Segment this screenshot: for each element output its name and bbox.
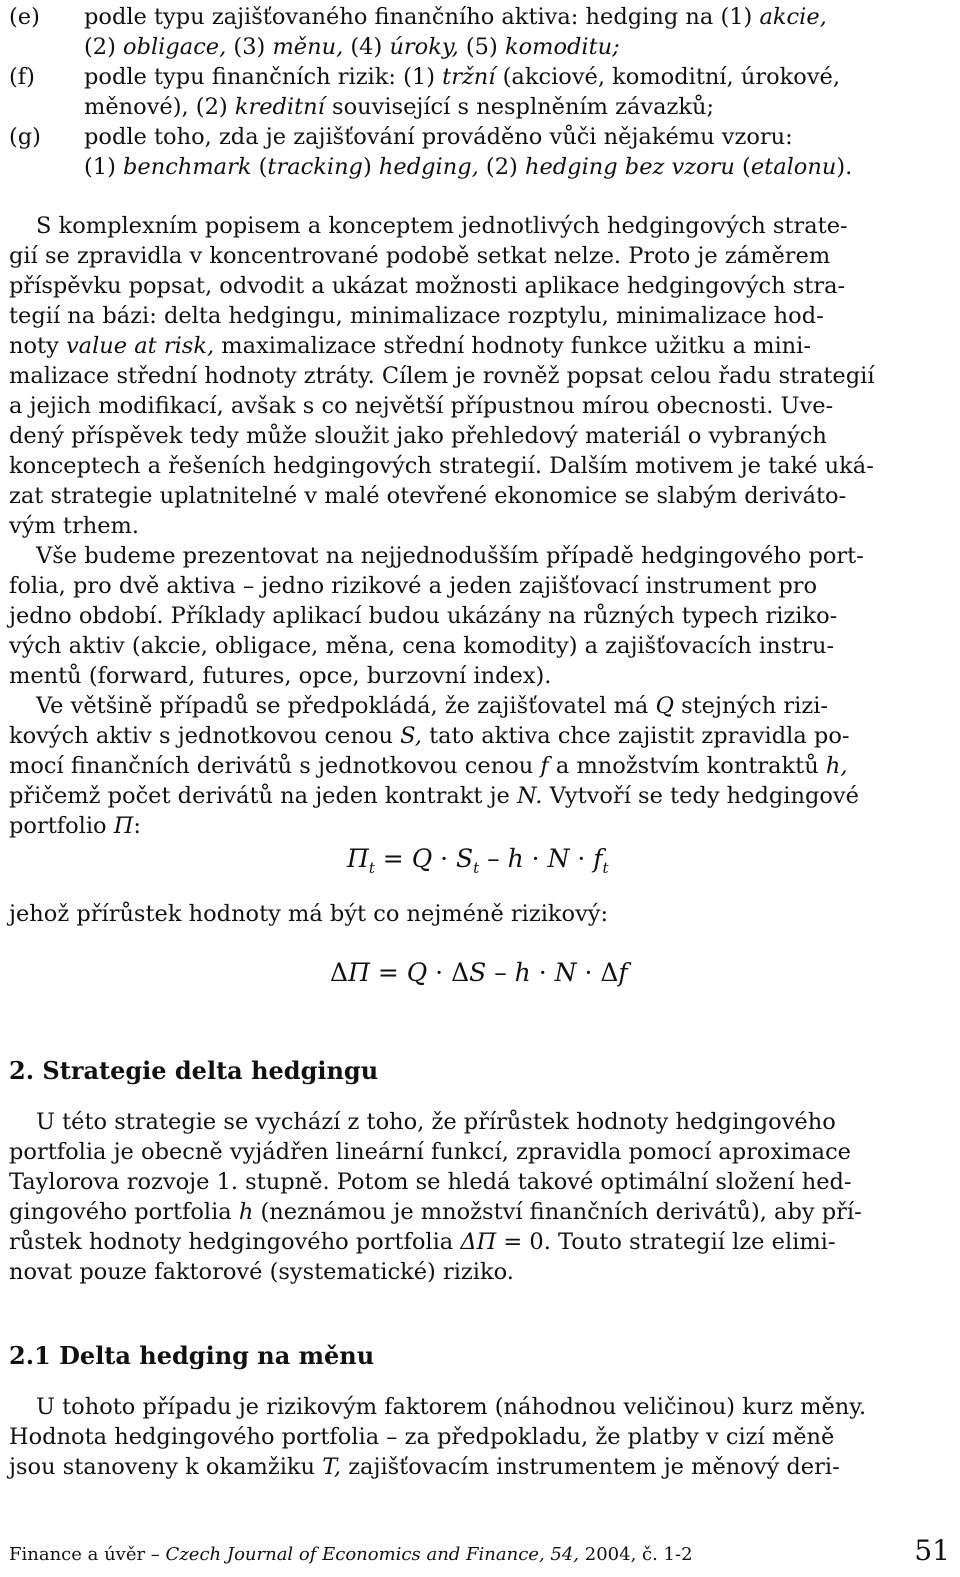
journal-footer: Finance a úvěr – Czech Journal of Economics and Finance, 54, 2004, č. 1-2 xyxy=(9,1544,693,1565)
text-line: jehož přírůstek hodnoty má být co nejméně rizikový: xyxy=(9,901,609,927)
list-item-e-line-1: podle typu zajišťovaného finančního aktiva: hedging na (1) akcie, xyxy=(84,4,827,30)
paragraph-1-line: a jejich modifikací, avšak s co největší přípustnou mírou obecnosti. Uve- xyxy=(9,393,834,419)
list-label-g: (g) xyxy=(9,124,41,150)
list-item-e-line-2: (2) obligace, (3) měnu, (4) úroky, (5) komoditu; xyxy=(84,34,620,60)
paragraph-4-line: gingového portfolia h (neznámou je množství finančních derivátů), aby pří- xyxy=(9,1199,862,1225)
paragraph-3-line: přičemž počet derivátů na jeden kontrakt je N. Vytvoří se tedy hedgingové xyxy=(9,783,859,809)
paragraph-3-line: Ve většině případů se předpokládá, že zajišťovatel má Q stejných rizi- xyxy=(36,693,829,719)
paragraph-2-line: vých aktiv (akcie, obligace, měna, cena komodity) a zajišťovacích instru- xyxy=(9,633,835,659)
page-number: 51 xyxy=(914,1534,950,1567)
subsection-heading: 2.1 Delta hedging na měnu xyxy=(9,1341,375,1370)
list-item-g-line-2: (1) benchmark (tracking) hedging, (2) hedging bez vzoru (etalonu). xyxy=(84,154,853,180)
paragraph-1-line: malizace střední hodnoty ztráty. Cílem je rovněž popsat celou řadu strategií xyxy=(9,363,875,389)
list-item-f-line-1: podle typu finančních rizik: (1) tržní (akciové, komoditní, úrokové, xyxy=(84,64,840,90)
paragraph-4-line: Taylorova rozvoje 1. stupně. Potom se hledá takové optimální složení hed- xyxy=(9,1169,852,1195)
paragraph-3-line: kových aktiv s jednotkovou cenou S, tato aktiva chce zajistit zpravidla po- xyxy=(9,723,850,749)
equation-portfolio-change: ΔΠ = Q · ΔS – h · N · Δf xyxy=(330,958,628,987)
paragraph-3-line: portfolio Π: xyxy=(9,813,141,839)
paragraph-2-line: jedno období. Příklady aplikací budou ukázány na různých typech riziko- xyxy=(9,603,838,629)
paragraph-1-line: zat strategie uplatnitelné v malé otevřené ekonomice se slabým deriváto- xyxy=(9,483,847,509)
equation-portfolio-value: $\Pi_t = Q \cdot S_t - h \cdot N \cdot f_t$ xyxy=(347,844,609,877)
paragraph-1-line: noty value at risk, maximalizace střední hodnoty funkce užitku a mini- xyxy=(9,333,811,359)
list-item-g-line-1: podle toho, zda je zajišťování prováděno vůči nějakému vzoru: xyxy=(84,124,793,150)
list-item-f-line-2: měnové), (2) kreditní související s nesplněním závazků; xyxy=(84,94,715,120)
paragraph-5-line: Hodnota hedgingového portfolia – za předpokladu, že platby v cizí měně xyxy=(9,1424,835,1450)
paragraph-3-line: mocí finančních derivátů s jednotkovou cenou f a množstvím kontraktů h, xyxy=(9,753,848,779)
paragraph-2-line: Vše budeme prezentovat na nejjednodušším případě hedgingového port- xyxy=(36,543,864,569)
paragraph-4-line: novat pouze faktorové (systematické) riziko. xyxy=(9,1259,514,1285)
paragraph-1-line: vým trhem. xyxy=(9,513,140,539)
paragraph-5-line: U tohoto případu je rizikovým faktorem (náhodnou veličinou) kurz měny. xyxy=(36,1394,867,1420)
paragraph-1-line: tegií na bázi: delta hedgingu, minimalizace rozptylu, minimalizace hod- xyxy=(9,303,824,329)
paragraph-2-line: mentů (forward, futures, opce, burzovní index). xyxy=(9,663,552,689)
paragraph-1-line: gií se zpravidla v koncentrované podobě setkat nelze. Proto je záměrem xyxy=(9,243,831,269)
paragraph-1-line: dený příspěvek tedy může sloužit jako přehledový materiál o vybraných xyxy=(9,423,827,449)
paragraph-1-line: příspěvku popsat, odvodit a ukázat možnosti aplikace hedgingových stra- xyxy=(9,273,846,299)
list-label-e: (e) xyxy=(9,4,40,30)
list-label-f: (f) xyxy=(9,64,35,90)
paragraph-1-line: S komplexním popisem a konceptem jednotlivých hedgingových strate- xyxy=(36,213,848,239)
paragraph-1-line: konceptech a řešeních hedgingových strategií. Dalším motivem je také uká- xyxy=(9,453,874,479)
paragraph-2-line: folia, pro dvě aktiva – jedno rizikové a jeden zajišťovací instrument pro xyxy=(9,573,818,599)
paragraph-4-line: růstek hodnoty hedgingového portfolia ΔΠ = 0. Touto strategií lze elimi- xyxy=(9,1229,836,1255)
section-heading: 2. Strategie delta hedgingu xyxy=(9,1056,379,1085)
paragraph-4-line: U této strategie se vychází z toho, že přírůstek hodnoty hedgingového xyxy=(36,1109,836,1135)
paragraph-5-line: jsou stanoveny k okamžiku T, zajišťovacím instrumentem je měnový deri- xyxy=(9,1454,840,1480)
paragraph-4-line: portfolia je obecně vyjádřen lineární funkcí, zpravidla pomocí aproximace xyxy=(9,1139,851,1165)
